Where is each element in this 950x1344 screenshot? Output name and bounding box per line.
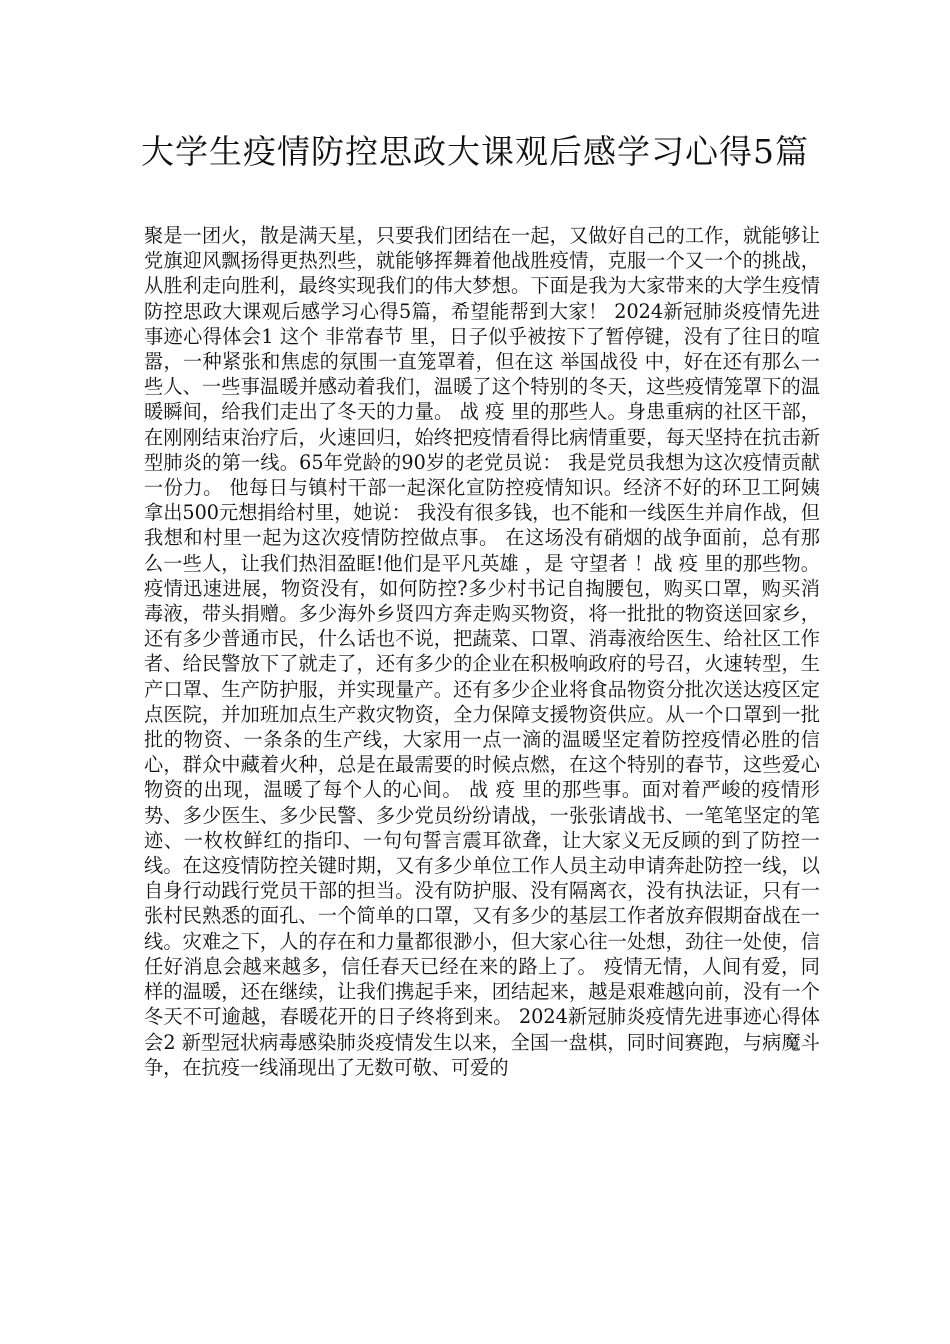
document-title: 大学生疫情防控思政大课观后感学习心得5篇 [141,132,809,171]
document-body: 聚是一团火，散是满天星，只要我们团结在一起，又做好自己的工作，就能够让党旗迎风飘扬得更热烈些，就能够挥舞着他战胜疫情，克服一个又一个的挑战，从胜利走向胜利，最终实现我们的伟大梦想。下面是我为大家带来的大学生疫情防控思政大课观后感学习心得5篇，希望能帮到大家！ 2024新冠肺炎疫情先进事迹心得体会1 这个 非常春节 里，日子似乎被按下了暂停键，没有了往日的喧嚣，一种紧张和焦虑的氛围一直笼罩着，但在这 举国战役 中，好在还有那么一些人、一些事温暖并感动着我们，温暖了这个特别的冬天，这些疫情笼罩下的温暖瞬间，给我们走出了冬天的力量。 战 疫 里的那些人。身患重病的社区干部，在刚刚结束治疗后，火速回归，始终把疫情看得比病情重要，每天坚持在抗击新型肺炎的第一线。65年党龄的90岁的老党员说： 我是党员我想为这次疫情贡献一份力。 他每日与镇村干部一起深化宣防控疫情知识。经济不好的环卫工阿姨拿出500元想捐给村里，她说： 我没有很多钱，也不能和一线医生并肩作战，但我想和村里一起为这次疫情防控做点事。 在这场没有硝烟的战争面前，总有那么一些人，让我们热泪盈眶!他们是平凡英雄 ，是 守望者 ！战 疫 里的那些物。疫情迅速进展，物资没有，如何防控?多少村书记自掏腰包，购买口罩，购买消毒液，带头捐赠。多少海外乡贤四方奔走购买物资，将一批批的物资送回家乡，还有多少普通市民，什么话也不说，把蔬菜、口罩、消毒液给医生、给社区工作者、给民警放下了就走了，还有多少的企业在积极响政府的号召，火速转型，生产口罩、生产防护服，并实现量产。还有多少企业将食品物资分批次送达疫区定点医院，并加班加点生产救灾物资，全力保障支援物资供应。从一个口罩到一批批的物资、一条条的生产线，大家用一点一滴的温暖坚定着防控疫情必胜的信心，群众中藏着火种，总是在最需要的时候点燃，在这个特别的春节，这些爱心物资的出现，温暖了每个人的心间。 战 疫 里的那些事。面对着严峻的疫情形势、多少医生、多少民警、多少党员纷纷请战，一张张请战书、一笔笔坚定的笔迹、一枚枚鲜红的指印、一句句誓言震耳欲聋，让大家义无反顾的到了防控一线。在这疫情防控关键时期，又有多少单位工作人员主动申请奔赴防控一线，以自身行动践行党员干部的担当。没有防护服、没有隔离衣，没有执法证，只有一张村民熟悉的面孔、一个简单的口罩，又有多少的基层工作者放弃假期奋战在一线。灾难之下，人的存在和力量都很渺小，但大家心往一处想，劲往一处使，信任好消息会越来越多，信任春天已经在来的路上了。 疫情无情，人间有爱，同样的温暖，还在继续，让我们携起手来，团结起来，越是艰难越向前，没有一个冬天不可逾越，春暖花开的日子终将到来。 2024新冠肺炎疫情先进事迹心得体会2 新型冠状病毒感染肺炎疫情发生以来，全国一盘棋，同时间赛跑，与病魔斗争，在抗疫一线涌现出了无数可敬、可爱的 [144,224,820,1079]
